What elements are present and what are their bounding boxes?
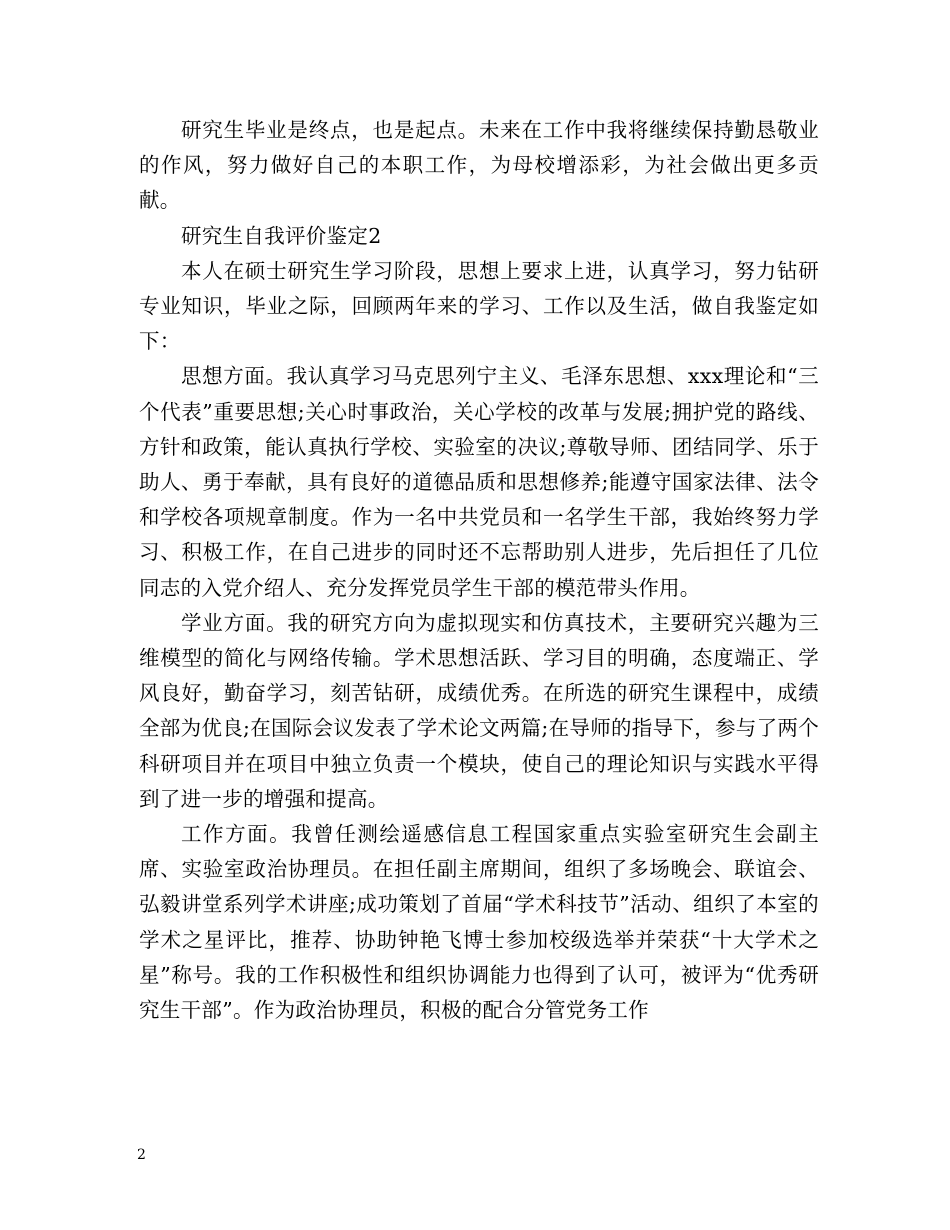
page-number: 2 bbox=[137, 1147, 146, 1163]
paragraph-intro: 本人在硕士研究生学习阶段，思想上要求上进，认真学习，努力钻研专业知识，毕业之际，回顾两年来的学习、工作以及生活，做自我鉴定如下： bbox=[139, 258, 819, 354]
document-body bbox=[139, 113, 819, 1028]
paragraph-work: 工作方面。我曾任测绘遥感信息工程国家重点实验室研究生会副主席、实验室政治协理员。在担任副主席期间，组织了多场晚会、联谊会、弘毅讲堂系列学术讲座;成功策划了首届“学术科技节”活动、组织了本室的学术之星评比，推荐、协助钟艳飞博士参加校级选举并荣获“十大学术之星”称号。我的工作积极性和组织协调能力也得到了认可，被评为“优秀研究生干部”。作为政治协理员，积极的配合分管党务工作 bbox=[139, 822, 819, 1023]
section-heading: 研究生自我评价鉴定2 bbox=[181, 223, 382, 248]
paragraph-academics: 学业方面。我的研究方向为虚拟现实和仿真技术，主要研究兴趣为三维模型的简化与网络传输。学术思想活跃、学习目的明确，态度端正、学风良好，勤奋学习，刻苦钻研，成绩优秀。在所选的研究生课程中，成绩全部为优良;在国际会议发表了学术论文两篇;在导师的指导下，参与了两个科研项目并在项目中独立负责一个模块，使自己的理论知识与实践水平得到了进一步的增强和提高。 bbox=[139, 610, 820, 811]
paragraph-conclusion: 研究生毕业是终点，也是起点。未来在工作中我将继续保持勤恳敬业的作风，努力做好自己的本职工作，为母校增添彩，为社会做出更多贡献。 bbox=[139, 118, 819, 213]
paragraph-ideology: 思想方面。我认真学习马克思列宁主义、毛泽东思想、xxx理论和“三个代表”重要思想;关心时事政治，关心学校的改革与发展;拥护党的路线、方针和政策，能认真执行学校、实验室的决议;尊敬导师、团结同学、乐于助人、勇于奉献，具有良好的道德品质和思想修养;能遵守国家法律、法令和学校各项规章制度。作为一名中共党员和一名学生干部，我始终努力学习、积极工作，在自己进步的同时还不忘帮助别人进步，先后担任了几位同志的入党介绍人、充分发挥党员学生干部的模范带头作用。 bbox=[139, 364, 819, 600]
